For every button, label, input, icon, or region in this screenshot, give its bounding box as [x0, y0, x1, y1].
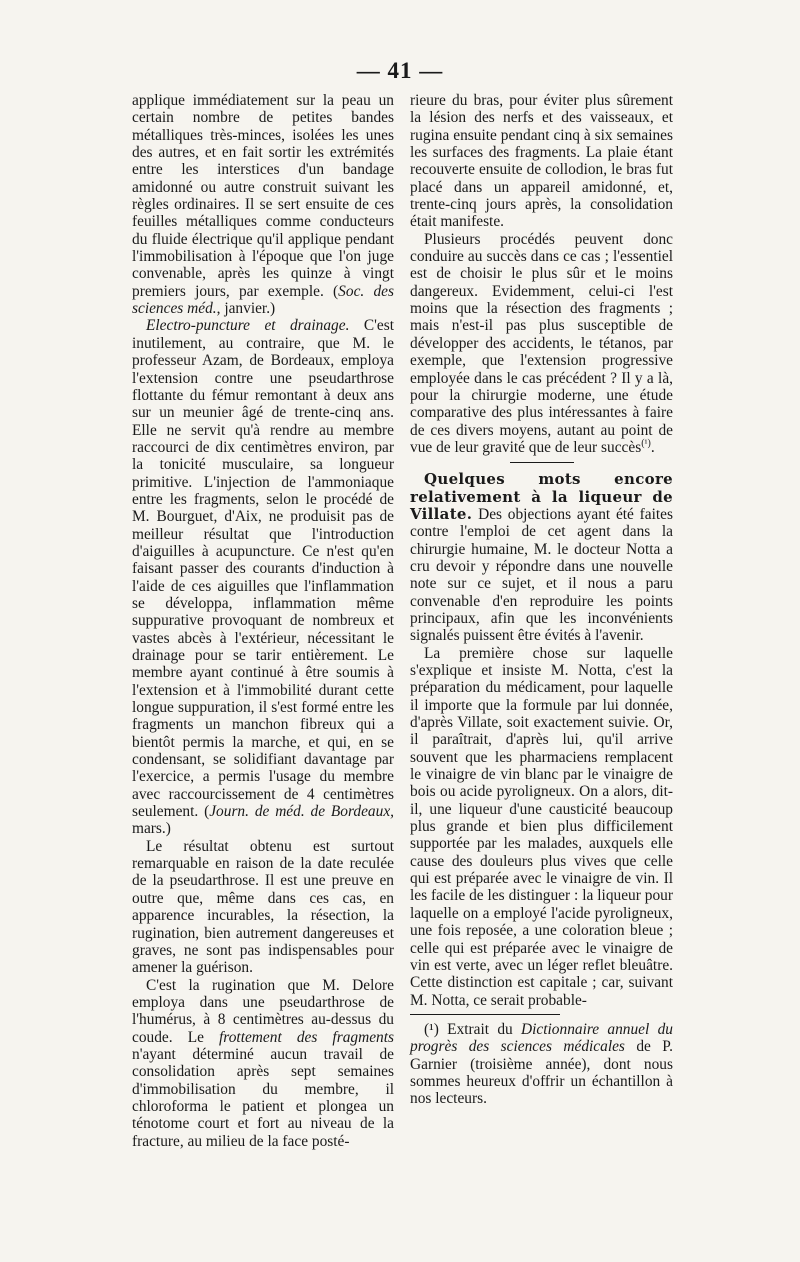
paragraph-procedures: Plusieurs procédés peuvent donc conduire au succès dans ce cas ; l'essentiel est de choisir le plus sûr et le moins dangereux. Evidemment, celui-ci l'est moins que la résection des fragments ; mais n'est-il pas plus susceptible de développer des accidents, le tétanos, par exemple, que l'extension progressive employée dans le cas précédent ? Il y a là, pour la chirurgie moderne, une étude comparative des plus intéressantes à faire de ces divers moyens, autant au point de vue de leur gravité que de leur succès$^{(^1)}$. — [410, 230, 673, 456]
paragraph-villate: Quelques mots encore relativement à la liqueur de Villate. Des objections ayant été faites contre l'emploi de cet agent dans la chirurgie humaine, M. le docteur Notta a cru devoir y répondre dans une nouvelle note sur ce sujet, et il nous a paru convenable d'en reproduire les points principaux, afin que les inconvénients signalés puissent être évités à l'avenir. — [410, 470, 673, 645]
paragraph-electro-puncture: Electro-puncture et drainage. C'est inutilement, au contraire, que M. le professeur Azam, de Bordeaux, employa l'extension contre une pseudarthrose flottante du fémur remontant à deux ans sur un meunier âgé de trente-cinq ans. Elle ne servit qu'à rendre au membre raccourci de dix centimètres environ, par la tonicité musculaire, sa longueur primitive. L'injection de l'ammoniaque entre les fragments, selon le procédé de M. Bourguet, d'Aix, ne produisit pas de meilleur résultat que l'introduction d'aiguilles à acupuncture. Ce n'est qu'en faisant passer des courants d'induction à l'aide de ces aiguilles que l'inflammation se développa, inflammation même suppurative provoquant de nombreux et vastes abcès à l'extérieur, nécessitant le drainage pour se tarir entièrement. Le membre ayant continué à être soumis à l'extension et à l'immobilité durant cette longue suppuration, il s'est formé entre les fragments un manchon fibreux qui a bientôt permis la marche, et qui, en se condensant, se solidifiant davantage par l'exercice, a permis l'usage du membre avec raccourcissement de 4 centimètres seulement. (Journ. de méd. de Bordeaux, mars.) — [132, 317, 395, 838]
section-heading: Quelques mots encore relativement à la liqueur de Villate. — [410, 470, 673, 523]
paragraph-notta: La première chose sur laquelle s'explique et insiste M. Notta, c'est la préparation du médicament, pour laquelle il importe que la formule par lui donnée, d'après Villate, soit exactement suivie. Or, il paraîtrait, d'après lui, qu'il arrive souvent que les pharmaciens remplacent le vinaigre de vin blanc par le vinaigre de bois ou acide pyroligneux. On a alors, dit-il, une liqueur d'une causticité beaucoup plus grande et bien plus difficilement supportée par les malades, auxquels elle cause des douleurs plus vives que celle qui est préparée avec le vinaigre de vin. Il les facile de les distinguer : la liqueur pour laquelle on a employé l'acide pyroligneux, une fois reposée, a une coloration bleue ; celle qui est préparée avec le vinaigre de vin est verte, avec un léger reflet bleuâtre. Cette distinction est capitale ; car, suivant M. Notta, ce serait probable- — [410, 644, 673, 1009]
footnote-divider — [410, 1014, 560, 1015]
paragraph-result: Le résultat obtenu est surtout remarquable en raison de la date reculée de la pseudarthrose. Il est une preuve en outre que, même dans ces cas, en apparence incurables, la résection, la rugination, bien autrement dangereuses et graves, ne sont pas indispensables pour amener la guérison. — [132, 837, 394, 977]
footnote: (¹) Extrait du Dictionnaire annuel du progrès des sciences médicales de P. Garnier (troisième année), dont nous sommes heureux d'offrir un échantillon à nos lecteurs. — [410, 1020, 673, 1108]
paragraph-continuation: rieure du bras, pour éviter plus sûrement la lésion des nerfs et des vaisseaux, et rugina ensuite pendant cinq à six semaines les surfaces des fragments. La plaie étant recouverte ensuite de collodion, le bras fut placé dans un appareil amidonné, et, trente-cinq jours après, la consolidation était manifeste. — [410, 92, 673, 231]
page-number: — 41 — — [356, 58, 444, 83]
section-divider — [510, 462, 574, 463]
paragraph-electricity: applique immédiatement sur la peau un certain nombre de petites bandes métalliques très-minces, isolées les unes des autres, et en fait sortir les extrémités entre les interstices d'un bandage amidonné ou autre construit suivant les règles ordinaires. Il se sert ensuite de ces feuilles métalliques comme conducteurs du fluide électrique qu'il applique pendant l'immobilisation à l'époque que l'on juge convenable, après les quinze à vingt premiers jours, par exemple. (Soc. des sciences méd., janvier.) — [132, 92, 394, 318]
right-column — [410, 92, 673, 1108]
footnote-reference: (¹) — [641, 437, 651, 449]
left-column — [132, 92, 394, 1150]
paragraph-rugination: C'est la rugination que M. Delore employa dans une pseudarthrose de l'humérus, à 8 centimètres au-dessus du coude. Le frottement des fragments n'ayant déterminé aucun travail de consolidation après sept semaines d'immobilisation du membre, il chloroforma le patient et plongea un ténotome court et fort au niveau de la fracture, au milieu de la face posté- — [132, 976, 394, 1150]
